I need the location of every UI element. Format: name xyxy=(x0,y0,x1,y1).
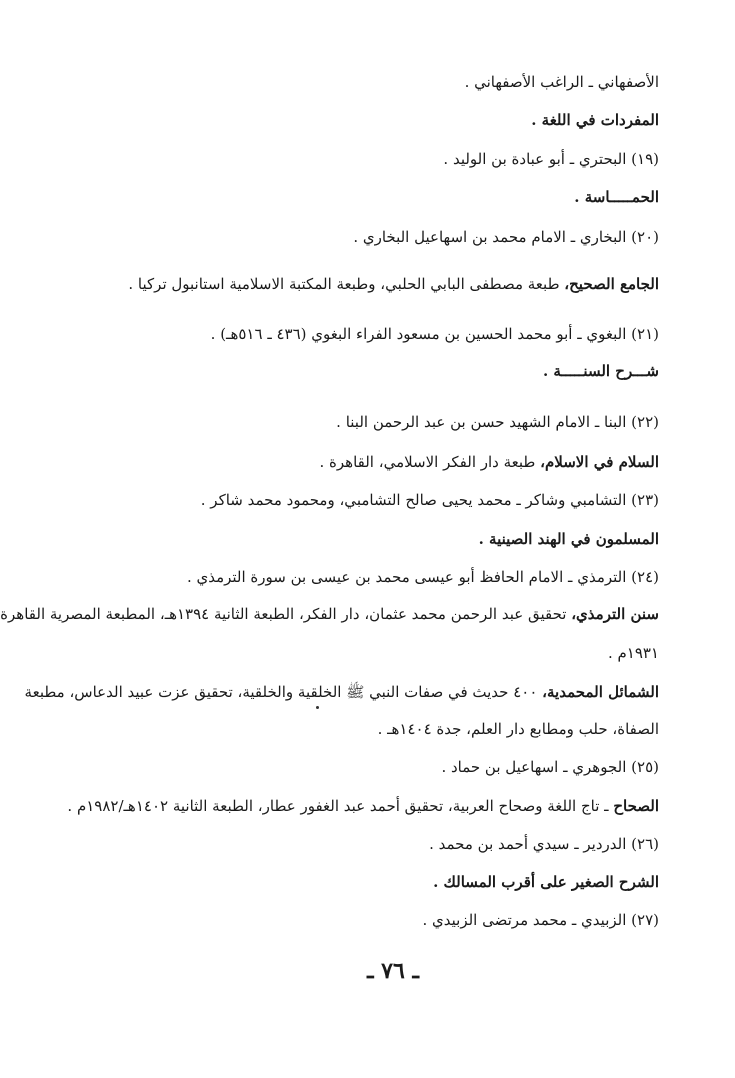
edition-details: ٤٠٠ حديث في صفات النبي ﷺ الخلقية والخلقية، تحقيق عزت عبيد الدعاس، مطبعة xyxy=(24,683,543,701)
continuation-line-17 xyxy=(121,719,659,739)
book-title: المفردات في اللغة . xyxy=(531,111,659,129)
book-title: الحمـــــاسة . xyxy=(574,188,659,206)
continuation-text: ١٩٣١م . xyxy=(607,644,659,662)
author-entry-22 xyxy=(121,412,659,432)
author-entry-text: (٢٣) التشامبي وشاكر ـ محمد يحيى صالح التشامبي، ومحمود محمد شاكر . xyxy=(200,491,659,509)
book-title: شـــرح السنـــــة . xyxy=(542,362,659,380)
author-entry-27 xyxy=(121,910,659,930)
author-entry-text: (٢٠) البخاري ـ الامام محمد بن اسهاعيل البخاري . xyxy=(353,228,659,246)
author-entry-text: (٢٢) البنا ـ الامام الشهيد حسن بن عبد الرحمن البنا . xyxy=(336,413,659,431)
text-line-1 xyxy=(121,72,659,92)
book-edition-line-16 xyxy=(24,682,659,702)
author-entry-text: (٢٤) الترمذي ـ الامام الحافظ أبو عيسى محمد بن عيسى بن سورة الترمذي . xyxy=(186,568,659,586)
author-entry-21 xyxy=(121,324,659,344)
book-title: الشمائل المحمدية، xyxy=(542,683,659,701)
author-entry-23 xyxy=(121,490,659,510)
author-entry-text: (٢٧) الزبيدي ـ محمد مرتضى الزبيدي . xyxy=(422,911,659,929)
ink-speck xyxy=(316,706,319,709)
edition-details: طبعة مصطفى البابي الحلبي، وطبعة المكتبة الاسلامية استانبول تركيا . xyxy=(128,275,565,293)
book-title-line-8 xyxy=(121,361,659,381)
book-edition-line-10 xyxy=(121,452,659,472)
edition-details: طبعة دار الفكر الاسلامي، القاهرة . xyxy=(319,453,541,471)
author-entry-26 xyxy=(121,834,659,854)
continuation-text: الصفاة، حلب ومطابع دار العلم، جدة ١٤٠٤هـ . xyxy=(377,720,659,738)
edition-details: تحقيق عبد الرحمن محمد عثمان، دار الفكر، الطبعة الثانية ١٣٩٤هـ، المطبعة المصرية القاهرة xyxy=(0,605,572,623)
author-entry-text: (٢١) البغوي ـ أبو محمد الحسين بن مسعود الفراء البغوي (٤٣٦ ـ ٥١٦هـ) . xyxy=(210,325,659,343)
book-title-line-4 xyxy=(121,187,659,207)
author-entry-25 xyxy=(121,757,659,777)
book-edition-line-19 xyxy=(67,796,659,816)
page-number: ـ ٧٦ ـ xyxy=(367,958,419,984)
book-title: المسلمون في الهند الصينية . xyxy=(478,530,659,548)
book-title: السلام في الاسلام، xyxy=(540,453,659,471)
book-title-line-21 xyxy=(121,872,659,892)
book-title: سنن الترمذي، xyxy=(571,605,659,623)
book-edition-line-14 xyxy=(0,604,659,624)
author-entry-text: (٢٦) الدردير ـ سيدي أحمد بن محمد . xyxy=(429,835,659,853)
edition-details: ـ تاج اللغة وصحاح العربية، تحقيق أحمد عبد الغفور عطار، الطبعة الثانية ١٤٠٢هـ/١٩٨٢م . xyxy=(67,797,614,815)
book-edition-line-6 xyxy=(121,274,659,294)
author-entry-19 xyxy=(121,149,659,169)
book-title: الجامع الصحيح، xyxy=(564,275,659,293)
author-entry-text: (١٩) البحتري ـ أبو عبادة بن الوليد . xyxy=(443,150,659,168)
book-title-line-12 xyxy=(121,529,659,549)
continuation-line-15 xyxy=(121,643,659,663)
book-title-line-2 xyxy=(121,110,659,130)
author-entry-24 xyxy=(121,567,659,587)
book-title: الشرح الصغير على أقرب المسالك . xyxy=(433,873,659,891)
author-entry-text: (٢٥) الجوهري ـ اسهاعيل بن حماد . xyxy=(441,758,659,776)
line-text: الأصفهاني ـ الراغب الأصفهاني . xyxy=(464,73,659,91)
book-title: الصحاح xyxy=(613,797,659,815)
author-entry-20 xyxy=(121,227,659,247)
